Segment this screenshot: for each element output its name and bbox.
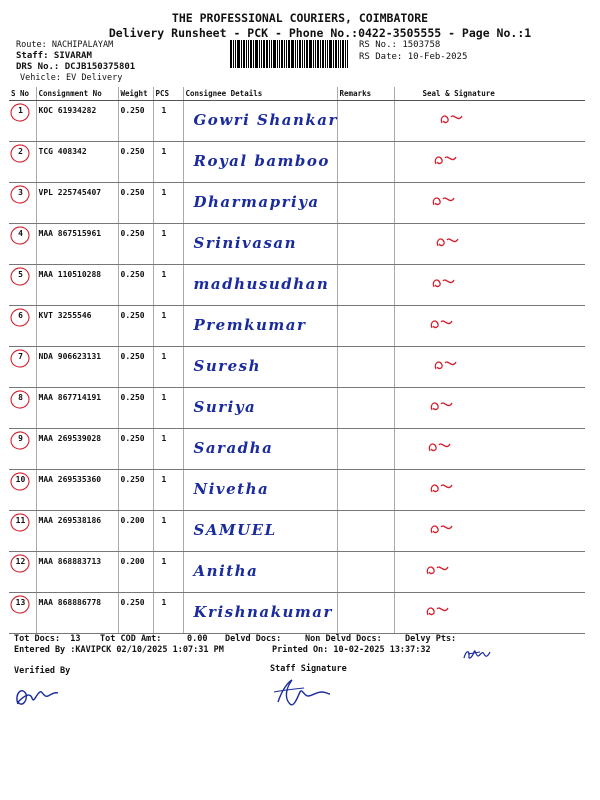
barcode-bar <box>309 40 312 68</box>
delvy-pts: Delvy Pts: <box>405 634 457 644</box>
serial-number: 13 <box>13 596 28 611</box>
row-consignment: MAA 867714191 <box>36 388 118 429</box>
barcode <box>230 40 352 68</box>
runsheet-title: Delivery Runsheet - PCK - Phone No.:0422-3505555 - Page No.:1 <box>108 26 532 40</box>
barcode-bar <box>261 40 262 68</box>
row-remarks <box>337 142 394 183</box>
barcode-bar <box>273 40 276 68</box>
barcode-bar <box>299 40 301 68</box>
row-weight: 0.250 <box>118 183 153 224</box>
row-pcs: 1 <box>153 265 183 306</box>
row-remarks <box>337 347 394 388</box>
row-pcs: 1 <box>153 429 183 470</box>
row-consignee <box>183 142 337 183</box>
row-remarks <box>337 183 394 224</box>
barcode-bar <box>317 40 319 68</box>
col-remarks: Remarks <box>337 87 394 101</box>
handwritten-consignee: Suriya <box>193 398 257 416</box>
barcode-bar <box>345 40 346 68</box>
row-seal-signature <box>394 224 585 265</box>
delivery-points-signature <box>460 646 494 664</box>
row-consignee <box>183 388 337 429</box>
row-sno <box>9 388 36 429</box>
receiver-signature <box>424 601 452 623</box>
row-consignment: MAA 269535360 <box>36 470 118 511</box>
barcode-bar <box>235 40 236 68</box>
row-seal-signature <box>394 429 585 470</box>
row-consignment: NDA 906623131 <box>36 347 118 388</box>
row-weight: 0.250 <box>118 347 153 388</box>
row-pcs: 1 <box>153 347 183 388</box>
table-row <box>9 265 585 306</box>
barcode-bar <box>259 40 260 68</box>
row-weight: 0.250 <box>118 470 153 511</box>
row-sno <box>9 511 36 552</box>
barcode-bar <box>269 40 270 68</box>
row-weight: 0.250 <box>118 429 153 470</box>
row-seal-signature <box>394 470 585 511</box>
rs-date: RS Date: 10-Feb-2025 <box>359 52 468 62</box>
tot-cod-amt: Tot COD Amt: 0.00 <box>100 634 208 644</box>
row-consignee <box>183 511 337 552</box>
handwritten-consignee: madhusudhan <box>193 275 330 293</box>
row-consignee <box>183 183 337 224</box>
row-seal-signature <box>394 347 585 388</box>
staff-label: Staff: SIVARAM <box>16 51 92 61</box>
serial-number: 12 <box>13 555 28 570</box>
row-remarks <box>337 224 394 265</box>
row-sno <box>9 224 36 265</box>
table-row <box>9 142 585 183</box>
row-remarks <box>337 388 394 429</box>
handwritten-consignee: Saradha <box>193 439 274 457</box>
row-sno <box>9 265 36 306</box>
row-pcs: 1 <box>153 224 183 265</box>
barcode-bar <box>335 40 337 68</box>
row-pcs: 1 <box>153 593 183 634</box>
row-consignment: MAA 269539028 <box>36 429 118 470</box>
handwritten-consignee: Dharmapriya <box>193 193 320 211</box>
barcode-bar <box>277 40 278 68</box>
barcode-bar <box>253 40 254 68</box>
row-consignment: MAA 868883713 <box>36 552 118 593</box>
table-row <box>9 224 585 265</box>
row-seal-signature <box>394 183 585 224</box>
row-pcs: 1 <box>153 388 183 429</box>
row-consignee <box>183 347 337 388</box>
row-pcs: 1 <box>153 470 183 511</box>
handwritten-consignee: Krishnakumar <box>193 603 333 621</box>
serial-number: 9 <box>13 432 28 447</box>
row-sno <box>9 593 36 634</box>
row-consignee <box>183 593 337 634</box>
barcode-bar <box>342 40 344 68</box>
serial-number: 10 <box>13 473 28 488</box>
staff-signature-label: Staff Signature <box>270 664 347 674</box>
row-seal-signature <box>394 306 585 347</box>
barcode-bar <box>338 40 339 68</box>
row-seal-signature <box>394 511 585 552</box>
row-seal-signature <box>394 101 585 142</box>
receiver-signature <box>432 150 460 172</box>
table-row <box>9 101 585 142</box>
row-seal-signature <box>394 265 585 306</box>
row-pcs: 1 <box>153 101 183 142</box>
vehicle-label: Vehicle: EV Delivery <box>20 73 123 83</box>
receiver-signature <box>428 314 456 336</box>
receiver-signature <box>438 109 466 131</box>
delvd-docs: Delvd Docs: <box>225 634 282 644</box>
table-row <box>9 593 585 634</box>
receiver-signature <box>432 355 460 377</box>
handwritten-consignee: Gowri Shankar <box>193 111 338 129</box>
route-label: Route: NACHIPALAYAM <box>16 40 114 50</box>
verifier-signature <box>12 680 62 714</box>
serial-number: 3 <box>13 186 28 201</box>
receiver-signature <box>428 519 456 541</box>
row-consignee <box>183 429 337 470</box>
col-consignee: Consignee Details <box>183 87 337 101</box>
row-weight: 0.250 <box>118 265 153 306</box>
row-sno <box>9 142 36 183</box>
barcode-bar <box>246 40 247 68</box>
serial-number: 1 <box>13 104 28 119</box>
row-consignee <box>183 101 337 142</box>
row-sno <box>9 101 36 142</box>
receiver-signature <box>430 273 458 295</box>
row-remarks <box>337 593 394 634</box>
row-consignee <box>183 552 337 593</box>
row-remarks <box>337 511 394 552</box>
row-pcs: 1 <box>153 142 183 183</box>
row-consignment: MAA 110510288 <box>36 265 118 306</box>
table-row <box>9 511 585 552</box>
barcode-bar <box>266 40 268 68</box>
row-remarks <box>337 429 394 470</box>
row-consignment: KOC 61934282 <box>36 101 118 142</box>
barcode-bar <box>340 40 341 68</box>
row-sno <box>9 306 36 347</box>
row-remarks <box>337 552 394 593</box>
barcode-bar <box>230 40 232 68</box>
barcode-bar <box>306 40 308 68</box>
drs-label: DRS No.: DCJB150375801 <box>16 62 136 72</box>
row-consignment: MAA 867515961 <box>36 224 118 265</box>
row-consignment: TCG 408342 <box>36 142 118 183</box>
barcode-bar <box>243 40 245 68</box>
row-consignment: MAA 868886778 <box>36 593 118 634</box>
verified-by-label: Verified By <box>14 666 71 676</box>
row-weight: 0.200 <box>118 511 153 552</box>
row-pcs: 1 <box>153 552 183 593</box>
barcode-bar <box>320 40 321 68</box>
barcode-bar <box>281 40 283 68</box>
barcode-bar <box>271 40 272 68</box>
handwritten-consignee: SAMUEL <box>193 521 277 539</box>
handwritten-consignee: Royal bamboo <box>193 152 330 170</box>
row-seal-signature <box>394 388 585 429</box>
barcode-bar <box>327 40 328 68</box>
barcode-bar <box>284 40 285 68</box>
receiver-signature <box>434 232 462 254</box>
table-row <box>9 347 585 388</box>
row-weight: 0.250 <box>118 388 153 429</box>
receiver-signature <box>426 437 454 459</box>
serial-number: 8 <box>13 391 28 406</box>
staff-signature <box>268 674 332 710</box>
barcode-bar <box>233 40 234 68</box>
table-header <box>9 87 585 101</box>
receiver-signature <box>428 478 456 500</box>
barcode-bar <box>295 40 296 68</box>
row-consignee <box>183 306 337 347</box>
barcode-bar <box>237 40 240 68</box>
row-remarks <box>337 306 394 347</box>
row-weight: 0.250 <box>118 306 153 347</box>
receiver-signature <box>428 396 456 418</box>
handwritten-consignee: Anitha <box>193 562 259 580</box>
barcode-bar <box>291 40 294 68</box>
table-row <box>9 306 585 347</box>
non-delvd-docs: Non Delvd Docs: <box>305 634 382 644</box>
printed-on: Printed On: 10-02-2025 13:37:32 <box>272 645 431 655</box>
barcode-bar <box>248 40 249 68</box>
row-weight: 0.200 <box>118 552 153 593</box>
row-weight: 0.250 <box>118 593 153 634</box>
col-consignment: Consignment No <box>36 87 118 101</box>
col-seal-signature: Seal & Signature <box>394 87 585 101</box>
tot-docs: Tot Docs: 13 <box>14 634 81 644</box>
barcode-bar <box>325 40 326 68</box>
row-consignee <box>183 224 337 265</box>
row-consignment: KVT 3255546 <box>36 306 118 347</box>
barcode-bar <box>297 40 298 68</box>
table-row <box>9 429 585 470</box>
barcode-bar <box>279 40 280 68</box>
receiver-signature <box>430 191 458 213</box>
serial-number: 2 <box>13 145 28 160</box>
row-weight: 0.250 <box>118 101 153 142</box>
row-pcs: 1 <box>153 306 183 347</box>
barcode-bar <box>255 40 258 68</box>
serial-number: 4 <box>13 227 28 242</box>
barcode-bar <box>302 40 303 68</box>
row-remarks <box>337 265 394 306</box>
barcode-bar <box>322 40 324 68</box>
handwritten-consignee: Suresh <box>193 357 262 375</box>
serial-number: 7 <box>13 350 28 365</box>
col-sno: S No <box>9 87 36 101</box>
row-remarks <box>337 101 394 142</box>
row-sno <box>9 183 36 224</box>
row-sno <box>9 552 36 593</box>
handwritten-consignee: Nivetha <box>193 480 270 498</box>
company-title: THE PROFESSIONAL COURIERS, COIMBATORE <box>171 11 429 25</box>
barcode-bar <box>333 40 334 68</box>
receiver-signature <box>424 560 452 582</box>
barcode-bar <box>313 40 314 68</box>
row-consignment: MAA 269538186 <box>36 511 118 552</box>
row-sno <box>9 347 36 388</box>
runsheet-table <box>9 87 585 634</box>
entered-by: Entered By :KAVIPCK 02/10/2025 1:07:31 PM <box>14 645 224 655</box>
table-row <box>9 388 585 429</box>
row-sno <box>9 429 36 470</box>
row-pcs: 1 <box>153 183 183 224</box>
handwritten-consignee: Premkumar <box>193 316 307 334</box>
table-row <box>9 183 585 224</box>
serial-number: 6 <box>13 309 28 324</box>
barcode-bar <box>315 40 316 68</box>
rs-number: RS No.: 1503758 <box>359 40 441 50</box>
handwritten-consignee: Srinivasan <box>193 234 298 252</box>
barcode-bar <box>263 40 265 68</box>
col-pcs: PCS <box>153 87 183 101</box>
barcode-bar <box>347 40 348 68</box>
row-consignee <box>183 265 337 306</box>
row-consignee <box>183 470 337 511</box>
barcode-bar <box>241 40 242 68</box>
serial-number: 5 <box>13 268 28 283</box>
barcode-bar <box>304 40 305 68</box>
row-seal-signature <box>394 552 585 593</box>
row-weight: 0.250 <box>118 142 153 183</box>
row-sno <box>9 470 36 511</box>
barcode-bar <box>288 40 290 68</box>
col-weight: Weight <box>118 87 153 101</box>
row-seal-signature <box>394 593 585 634</box>
row-pcs: 1 <box>153 511 183 552</box>
serial-number: 11 <box>13 514 28 529</box>
barcode-bar <box>250 40 252 68</box>
row-seal-signature <box>394 142 585 183</box>
row-remarks <box>337 470 394 511</box>
table-row <box>9 552 585 593</box>
row-weight: 0.250 <box>118 224 153 265</box>
barcode-bar <box>286 40 287 68</box>
row-consignment: VPL 225745407 <box>36 183 118 224</box>
table-row <box>9 470 585 511</box>
barcode-bar <box>329 40 332 68</box>
